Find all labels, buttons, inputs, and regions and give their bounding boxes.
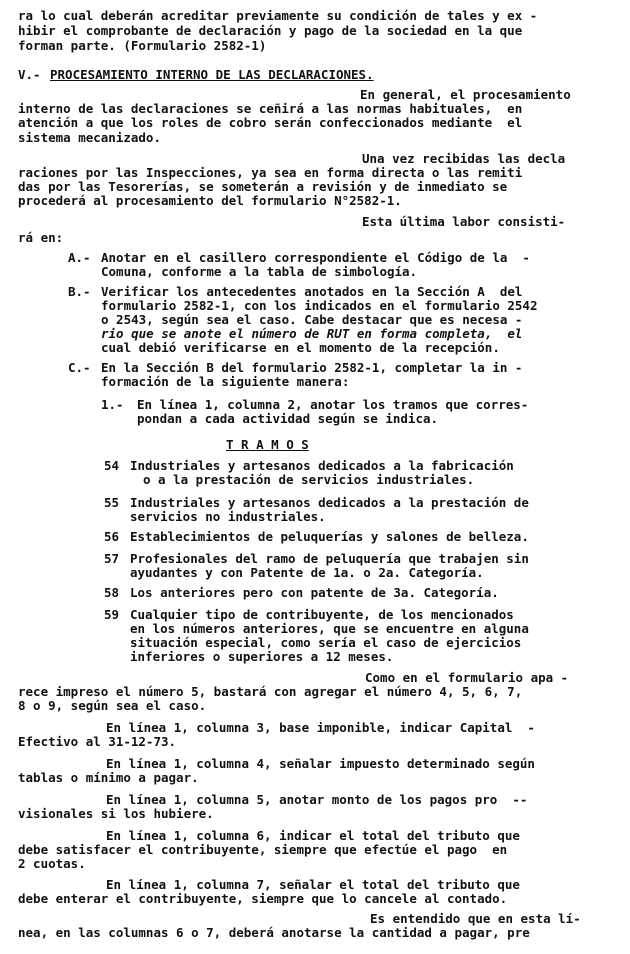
tramo-text: Establecimientos de peluquerías y salones de belleza. bbox=[130, 529, 529, 544]
text-line: ra lo cual deberán acreditar previamente su condición de tales y ex - bbox=[18, 8, 538, 23]
text-line: cual debió verificarse en el momento de la recepción. bbox=[101, 340, 500, 355]
tramo-text: en los números anteriores, que se encuentre en alguna bbox=[130, 621, 529, 636]
text-line: En la Sección B del formulario 2582-1, completar la in - bbox=[101, 360, 523, 375]
text-line: o 2543, según sea el caso. Cabe destacar que es necesa - bbox=[101, 312, 523, 327]
text-line: Como en el formulario apa - bbox=[365, 670, 569, 685]
text-line: procederá al procesamiento del formulario N°2582-1. bbox=[18, 193, 402, 208]
text-line: En línea 1, columna 7, señalar el total del tributo que bbox=[106, 877, 520, 892]
tramo-text: inferiores o superiores a 12 meses. bbox=[130, 649, 394, 664]
tramo-code: 57 bbox=[104, 551, 120, 566]
text-line: En general, el procesamiento bbox=[360, 87, 571, 102]
text-line: tablas o mínimo a pagar. bbox=[18, 770, 199, 785]
text-line: hibir el comprobante de declaración y pago de la sociedad en la que bbox=[18, 23, 523, 38]
tramo-code: 54 bbox=[104, 458, 120, 473]
text-line: das por las Tesorerías, se someterán a revisión y de inmediato se bbox=[18, 179, 508, 194]
text-line: Verificar los antecedentes anotados en la Sección A del bbox=[101, 284, 523, 299]
subitem-label: 1.- bbox=[101, 397, 124, 412]
text-line: Esta última labor consisti- bbox=[362, 214, 566, 229]
text-line: Una vez recibidas las decla bbox=[362, 151, 566, 166]
text-line: Anotar en el casillero correspondiente el Código de la - bbox=[101, 250, 530, 265]
section-heading: PROCESAMIENTO INTERNO DE LAS DECLARACIONES. bbox=[50, 67, 374, 82]
text-line: nea, en las columnas 6 o 7, deberá anotarse la cantidad a pagar, pre bbox=[18, 925, 530, 940]
tramo-text: servicios no industriales. bbox=[130, 509, 326, 524]
text-line: raciones por las Inspecciones, ya sea en forma directa o las remiti bbox=[18, 165, 523, 180]
tramo-text: situación especial, como sería el caso de ejercicios bbox=[130, 635, 522, 650]
text-line: Comuna, conforme a la tabla de simbología. bbox=[101, 264, 418, 279]
tramo-text: ayudantes y con Patente de 1a. o 2a. Categoría. bbox=[130, 565, 484, 580]
text-line: pondan a cada actividad según se indica. bbox=[137, 411, 439, 426]
text-line: sistema mecanizado. bbox=[18, 130, 161, 145]
text-line: rio que se anote el número de RUT en forma completa, el bbox=[101, 326, 523, 341]
tramo-text: Cualquier tipo de contribuyente, de los mencionados bbox=[130, 607, 514, 622]
text-line: debe satisfacer el contribuyente, siempre que efectúe el pago en bbox=[18, 842, 508, 857]
tramo-text: Industriales y artesanos dedicados a la fabricación bbox=[130, 458, 514, 473]
item-label-c: C.- bbox=[68, 360, 91, 375]
text-line: interno de las declaraciones se ceñirá a las normas habituales, en bbox=[18, 101, 523, 116]
text-line: 8 o 9, según sea el caso. bbox=[18, 698, 207, 713]
text-line: En línea 1, columna 6, indicar el total del tributo que bbox=[106, 828, 520, 843]
text-line: En línea 1, columna 4, señalar impuesto determinado según bbox=[106, 756, 535, 771]
section-number: V.- bbox=[18, 67, 41, 82]
tramo-text: Los anteriores pero con patente de 3a. Categoría. bbox=[130, 585, 499, 600]
text-line: rece impreso el número 5, bastará con agregar el número 4, 5, 6, 7, bbox=[18, 684, 523, 699]
tramos-title: T R A M O S bbox=[226, 437, 309, 452]
item-label-a: A.- bbox=[68, 250, 91, 265]
text-line: Efectivo al 31-12-73. bbox=[18, 734, 177, 749]
tramo-text: Industriales y artesanos dedicados a la prestación de bbox=[130, 495, 529, 510]
text-line: forman parte. (Formulario 2582-1) bbox=[18, 38, 267, 53]
text-line: atención a que los roles de cobro serán confeccionados mediante el bbox=[18, 115, 523, 130]
text-line: En línea 1, columna 5, anotar monto de los pagos pro -- bbox=[106, 792, 528, 807]
tramo-code: 56 bbox=[104, 529, 120, 544]
item-label-b: B.- bbox=[68, 284, 91, 299]
tramo-text: Profesionales del ramo de peluquería que trabajen sin bbox=[130, 551, 529, 566]
text-line: 2 cuotas. bbox=[18, 856, 86, 871]
text-line: debe enterar el contribuyente, siempre que lo cancele al contado. bbox=[18, 891, 508, 906]
tramo-code: 58 bbox=[104, 585, 120, 600]
tramo-text: o a la prestación de servicios industriales. bbox=[143, 472, 475, 487]
text-line: En línea 1, columna 2, anotar los tramos que corres- bbox=[137, 397, 529, 412]
text-line: formulario 2582-1, con los indicados en el formulario 2542 bbox=[101, 298, 538, 313]
tramo-code: 55 bbox=[104, 495, 120, 510]
text-line: rá en: bbox=[18, 230, 64, 245]
text-line: visionales si los hubiere. bbox=[18, 806, 214, 821]
text-line: Es entendido que en esta lí- bbox=[370, 911, 581, 926]
tramo-code: 59 bbox=[104, 607, 120, 622]
text-line: En línea 1, columna 3, base imponible, indicar Capital - bbox=[106, 720, 535, 735]
text-line: formación de la siguiente manera: bbox=[101, 374, 350, 389]
